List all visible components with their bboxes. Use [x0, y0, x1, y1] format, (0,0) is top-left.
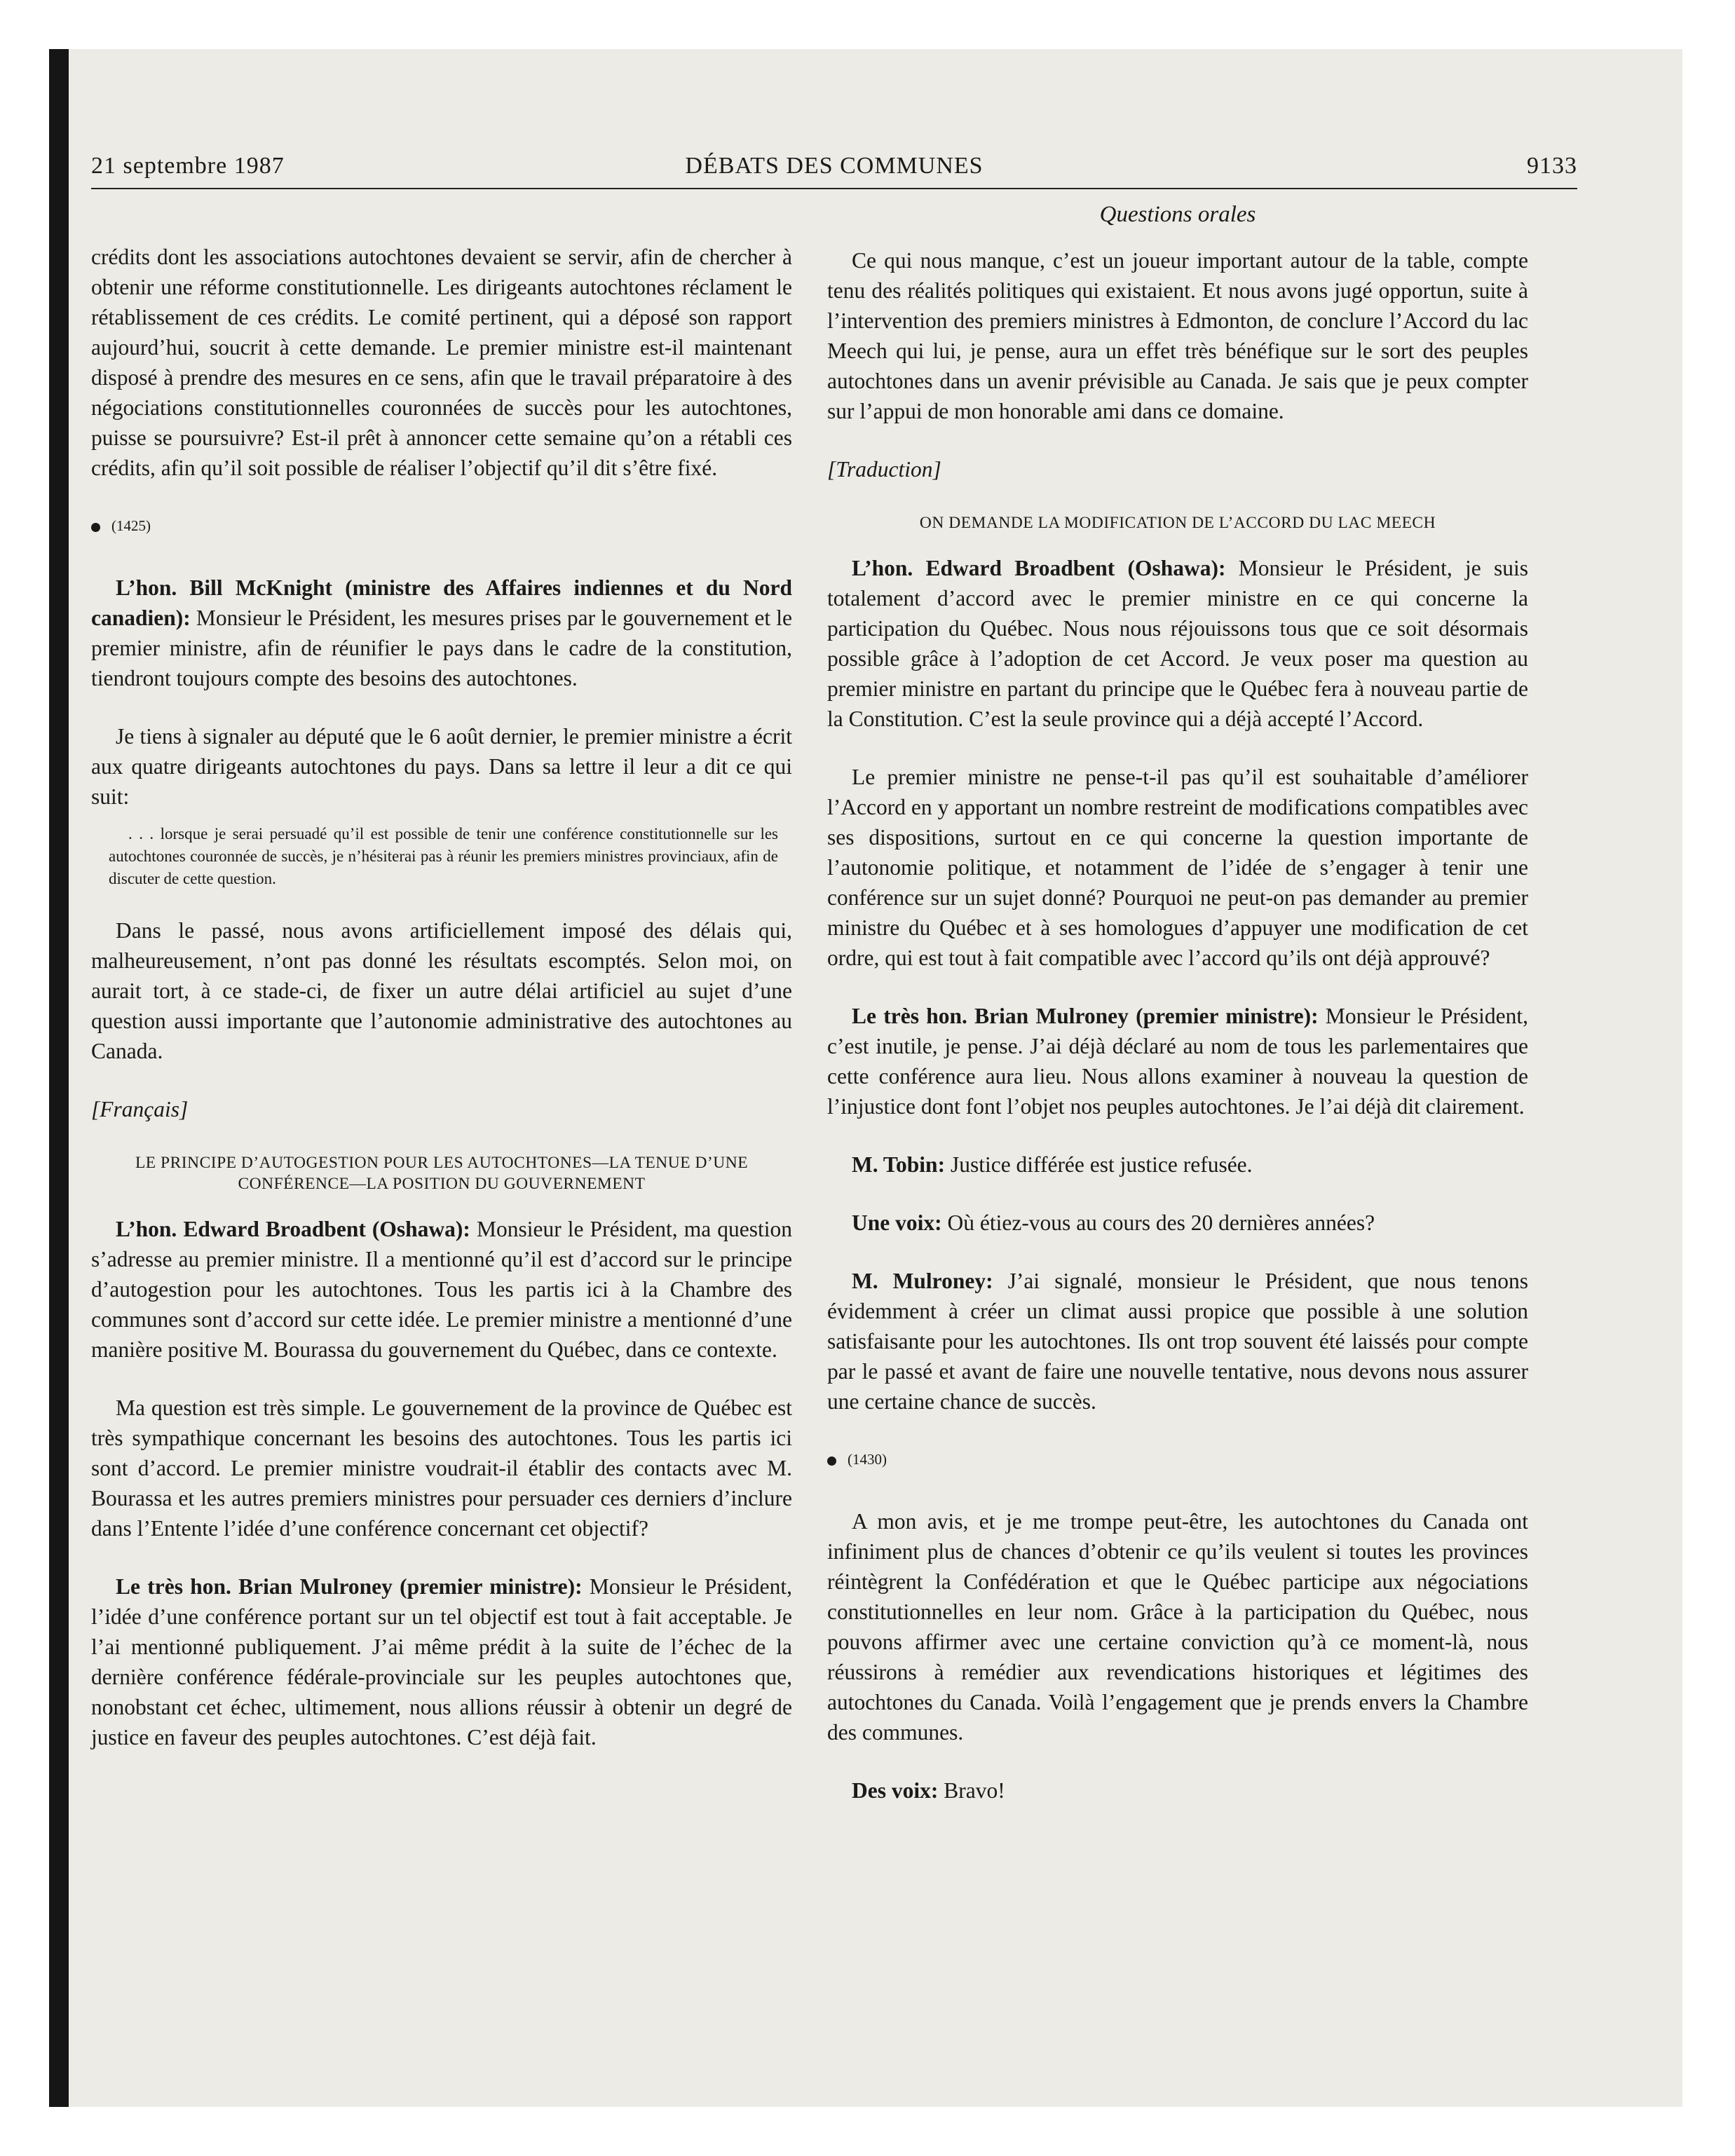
speech-text: Bravo!	[938, 1778, 1005, 1803]
speech	[827, 1775, 1528, 1806]
subject-heading: ON DEMANDE LA MODIFICATION DE L’ACCORD DU LAC MEECH	[919, 514, 1436, 532]
speaker-name: Des voix:	[852, 1778, 939, 1803]
paragraph: Je tiens à signaler au député que le 6 août dernier, le premier ministre a écrit aux quatre dirigeants autochtones du pays. Dans sa lettre il leur a dit ce qui suit:	[91, 724, 792, 809]
language-tag: [Traduction]	[827, 457, 941, 482]
language-tag: [Français]	[91, 1097, 189, 1121]
speaker-name: Le très hon. Brian Mulroney (premier ministre):	[116, 1574, 583, 1599]
paragraph: Ma question est très simple. Le gouvernement de la province de Québec est très sympathique concernant les besoins des autochtones. Tous les partis ici sont d’accord. Le premier ministre voudrait-il établir des contacts avec M. Bourassa et les autres premiers ministres pour persuader ces derniers d’inclure dans l’Entente l’idée d’une conférence concernant cet objectif?	[91, 1396, 792, 1541]
speaker-name: L’hon. Bill McKnight (ministre des Affaires indiennes et du Nord canadien):	[91, 575, 792, 630]
paragraph: Dans le passé, nous avons artificiellement imposé des délais qui, malheureusement, n’ont pas donné les résultats escomptés. Selon moi, on aurait tort, à ce stade-ci, de fixer un autre délai artificiel au sujet d’une question aussi importante que l’autonomie administrative des autochtones au Canada.	[91, 918, 792, 1063]
paragraph: crédits dont les associations autochtones devaient se servir, afin de chercher à obtenir une réforme constitutionnelle. Les dirigeants autochtones réclament le rétablissement de ces crédits. Le comité pertinent, qui a déposé son rapport aujourd’hui, soucrit à cette demande. Le premier ministre est-il maintenant disposé à prendre des mesures en ce sens, afin que le travail préparatoire à des négociations constitutionnelles couronnées de succès pour les autochtones, puisse se poursuivre? Est-il prêt à annoncer cette semaine qu’on a rétabli ces crédits, afin qu’il soit possible de réaliser l’objectif qu’il dit s’être fixé.	[91, 245, 792, 480]
page-number: 9133	[1527, 153, 1577, 179]
speech	[827, 1208, 1528, 1238]
speech	[91, 1214, 792, 1365]
subject-heading: LE PRINCIPE D’AUTOGESTION POUR LES AUTOCHTONES—LA TENUE D’UNE CONFÉRENCE—LA POSITION DU GOUVERNEMENT	[135, 1154, 749, 1193]
speaker-name: L’hon. Edward Broadbent (Oshawa):	[852, 556, 1226, 580]
speech-text: Monsieur le Président, les mesures prises par le gouvernement et le premier ministre, afin de réunifier le pays dans le cadre de la constitution, tiendront toujours compte des besoins des autochtones.	[91, 606, 792, 690]
running-head	[91, 153, 1577, 189]
time-marker	[91, 511, 792, 541]
header-title: DÉBATS DES COMMUNES	[685, 153, 984, 179]
paragraph: Ce qui nous manque, c’est un joueur important autour de la table, compte tenu des réalités politiques qui existaient. Et nous avons jugé opportun, suite à l’intervention des premiers ministres à Edmonton, de conclure l’Accord du lac Meech qui lui, je pense, aura un effet très bénéfique sur le sort des peuples autochtones dans un avenir prévisible au Canada. Je sais que je peux compter sur l’appui de mon honorable ami dans ce domaine.	[827, 248, 1528, 423]
paragraph: A mon avis, et je me trompe peut-être, les autochtones du Canada ont infiniment plus de chances d’obtenir ce qu’ils veulent si toutes les provinces réintègrent la Confédération et que le Québec participe aux négociations constitutionnelles en leur nom. Grâce à la participation du Québec, nous pouvons affirmer avec une certaine conviction qu’à ce moment-là, nous réussirons à remédier aux revendications historiques et légitimes des autochtones du Canada. Voilà l’engagement que je prends envers la Chambre des communes.	[827, 1509, 1528, 1745]
speaker-name: Une voix:	[852, 1210, 942, 1235]
speech-text: Où étiez-vous au cours des 20 dernières années?	[941, 1210, 1375, 1235]
left-column	[91, 242, 792, 1780]
speech	[91, 1571, 792, 1752]
paragraph: Le premier ministre ne pense-t-il pas qu’il est souhaitable d’améliorer l’Accord en y apportant un nombre restreint de modifications compatibles avec ses dispositions, surtout en ce qui concerne la question importante de l’autonomie politique, et notamment de l’idée de s’engager à tenir une conférence sur un sujet donné? Pourquoi ne peut-on pas demander au premier ministre du Québec et à ses homologues d’appuyer une modification de cet ordre, qui est tout à fait compatible avec l’accord qu’ils ont déjà approuvé?	[827, 765, 1528, 970]
speaker-name: M. Mulroney:	[852, 1269, 993, 1293]
speech	[827, 1266, 1528, 1417]
speech-text: Monsieur le Président, c’est inutile, je pense. J’ai déjà déclaré au nom de tous les parlementaires que cette conférence aura lieu. Nous allons examiner à nouveau la question de l’injustice dont font l’objet nos peuples autochtones. Je l’ai déjà dit clairement.	[827, 1004, 1528, 1119]
block-quote: . . . lorsque je serai persuadé qu’il est possible de tenir une conférence constitutionnelle sur les autochtones couronnée de succès, je n’hésiterai pas à réunir les premiers ministres provinciaux, afin de discuter de cette question.	[109, 825, 778, 887]
speech	[827, 1001, 1528, 1121]
speech	[91, 573, 792, 693]
time-marker	[827, 1445, 1528, 1475]
section-title: Questions orales	[1099, 202, 1256, 227]
time-marker-label: (1430)	[848, 1451, 887, 1468]
speech	[827, 1149, 1528, 1180]
time-marker-label: (1425)	[111, 517, 151, 534]
speaker-name: M. Tobin:	[852, 1152, 946, 1177]
speaker-name: L’hon. Edward Broadbent (Oshawa):	[116, 1217, 470, 1241]
speech-text: Monsieur le Président, je suis totalement d’accord avec le premier ministre en ce qui concerne la participation du Québec. Nous nous réjouissons tous que ce soit désormais possible grâce à l’adoption de cet Accord. Je veux poser ma question au premier ministre en partant du principe que le Québec fera à nouveau partie de la Constitution. C’est la seule province qui a déjà accepté l’Accord.	[827, 556, 1528, 731]
speech-text: J’ai signalé, monsieur le Président, que nous tenons évidemment à créer un climat aussi propice que possible à une solution satisfaisante pour les autochtones. Ils ont trop souvent été laissés pour compte par le passé et avant de faire une nouvelle tentative, nous devons nous assurer une certaine chance de succès.	[827, 1269, 1528, 1414]
right-column	[827, 245, 1528, 1834]
speech-text: Monsieur le Président, l’idée d’une conférence portant sur un tel objectif est tout à fait acceptable. Je l’ai mentionné publiquement. J’ai même prédit à la suite de l’échec de la dernière conférence fédérale-provinciale sur les peuples autochtones que, nonobstant cet échec, ultimement, nous allions réussir à obtenir un degré de justice en faveur des peuples autochtones. C’est déjà fait.	[91, 1574, 792, 1749]
speech	[827, 553, 1528, 734]
speech-text: Justice différée est justice refusée.	[945, 1152, 1253, 1177]
scan-edge	[49, 49, 69, 2107]
speaker-name: Le très hon. Brian Mulroney (premier ministre):	[852, 1004, 1319, 1028]
bullet-icon	[827, 1456, 836, 1466]
speech-text: Monsieur le Président, ma question s’adresse au premier ministre. Il a mentionné qu’il est d’accord sur le principe d’autogestion pour les autochtones. Tous les partis ici à la Chambre des communes sont d’accord sur cette idée. Le premier ministre a mentionné d’une manière positive M. Bourassa du gouvernement du Québec, dans ce contexte.	[91, 1217, 793, 1362]
bullet-icon	[91, 523, 100, 532]
header-date: 21 septembre 1987	[91, 153, 285, 179]
